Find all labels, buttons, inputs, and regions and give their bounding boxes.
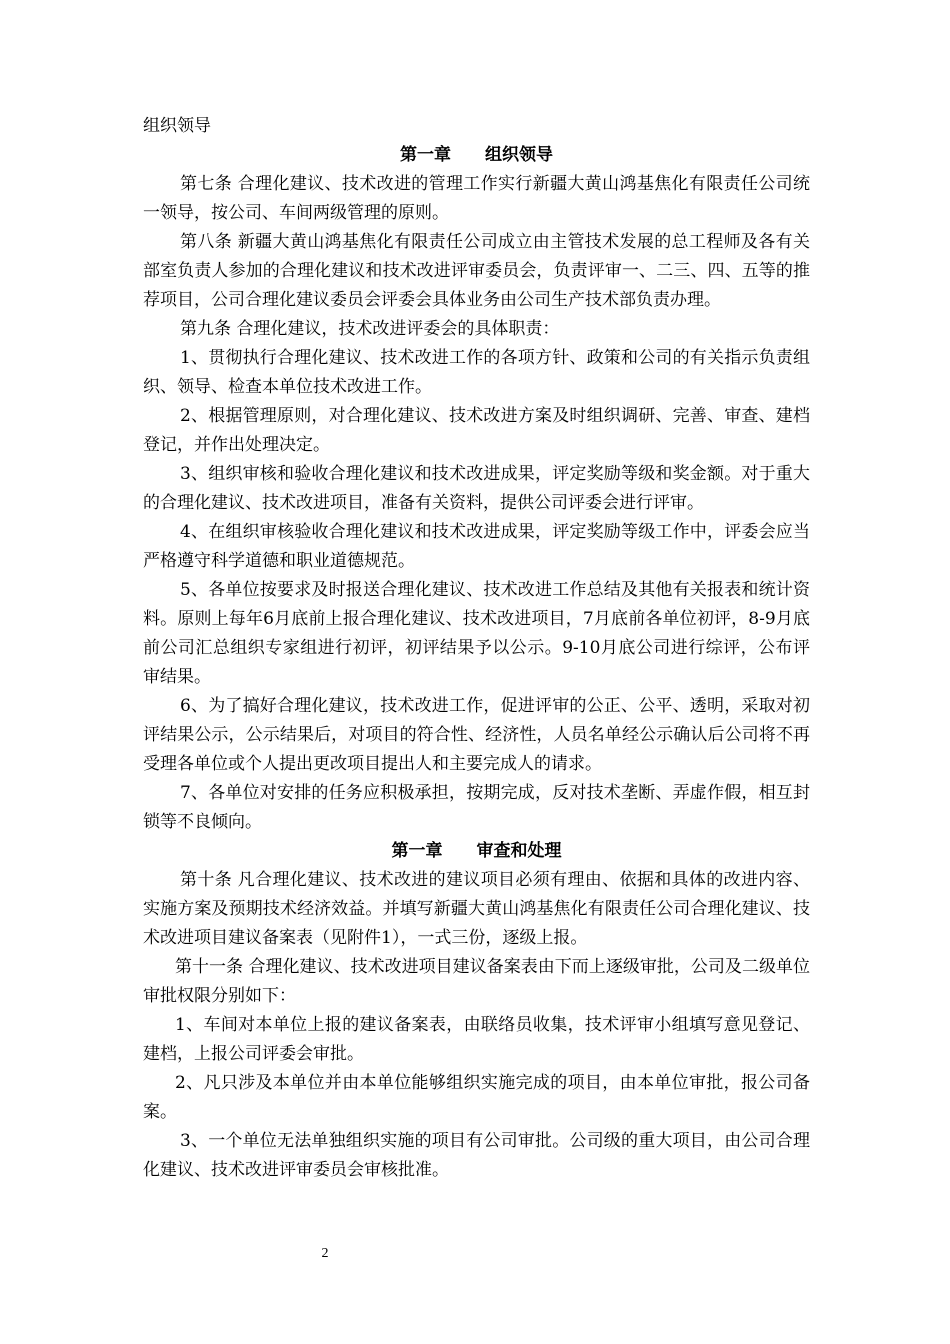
page-content xyxy=(143,112,810,1185)
duty-item-4: 4、在组织审核验收合理化建议和技术改进成果，评定奖励等级工作中，评委会应当严格遵守科学道德和职业道德规范。 xyxy=(143,522,810,571)
page-number: 2 xyxy=(321,1246,329,1261)
duty-item-5: 5、各单位按要求及时报送合理化建议、技术改进工作总结及其他有关报表和统计资料。原则上每年6月底前上报合理化建议、技术改进项目，7月底前各单位初评，8-9月底前公司汇总组织专家组进行初评，初评结果予以公示。9-10月底公司进行综评，公布评审结果。 xyxy=(143,580,810,687)
article-8: 第八条 新疆大黄山鸿基焦化有限责任公司成立由主管技术发展的总工程师及各有关部室负责人参加的合理化建议和技术改进评审委员会，负责评审一、二三、四、五等的推荐项目，公司合理化建议委员会评委会具体业务由公司生产技术部负责办理。 xyxy=(143,232,810,310)
chapter-title: 第一章 组织领导 xyxy=(400,145,553,165)
article-7: 第七条 合理化建议、技术改进的管理工作实行新疆大黄山鸿基焦化有限责任公司统一领导，按公司、车间两级管理的原则。 xyxy=(143,174,810,223)
article-11: 第十一条 合理化建议、技术改进项目建议备案表由下而上逐级审批，公司及二级单位审批权限分别如下： xyxy=(143,957,810,1006)
approval-item-1: 1、车间对本单位上报的建议备案表，由联络员收集，技术评审小组填写意见登记、建档，上报公司评委会审批。 xyxy=(143,1015,810,1064)
duty-item-6: 6、为了搞好合理化建议，技术改进工作，促进评审的公正、公平、透明，采取对初评结果公示，公示结果后，对项目的符合性、经济性，人员名单经公示确认后公司将不再受理各单位或个人提出更改项目提出人和主要完成人的请求。 xyxy=(143,696,810,774)
article-9: 第九条 合理化建议，技术改进评委会的具体职责： xyxy=(180,319,560,339)
approval-item-3: 3、一个单位无法单独组织实施的项目有公司审批。公司级的重大项目，由公司合理化建议、技术改进评审委员会审核批准。 xyxy=(143,1131,810,1180)
duty-item-2: 2、根据管理原则，对合理化建议、技术改进方案及时组织调研、完善、审查、建档登记，并作出处理决定。 xyxy=(143,406,810,455)
article-10: 第十条 凡合理化建议、技术改进的建议项目必须有理由、依据和具体的改进内容、实施方案及预期技术经济效益。并填写新疆大黄山鸿基焦化有限责任公司合理化建议、技术改进项目建议备案表（见附件1），一式三份，逐级上报。 xyxy=(143,870,810,948)
duty-item-3: 3、组织审核和验收合理化建议和技术改进成果，评定奖励等级和奖金额。对于重大的合理化建议、技术改进项目，准备有关资料，提供公司评委会进行评审。 xyxy=(143,464,810,513)
chapter-title: 第一章 审查和处理 xyxy=(391,841,562,861)
duty-item-7: 7、各单位对安排的任务应积极承担，按期完成，反对技术垄断、弄虚作假，相互封锁等不良倾向。 xyxy=(143,783,810,832)
duty-item-1: 1、贯彻执行合理化建议、技术改进工作的各项方针、政策和公司的有关指示负责组织、领导、检查本单位技术改进工作。 xyxy=(143,348,810,397)
header-text: 组织领导 xyxy=(143,116,211,136)
approval-item-2: 2、凡只涉及本单位并由本单位能够组织实施完成的项目，由本单位审批，报公司备案。 xyxy=(143,1073,810,1122)
